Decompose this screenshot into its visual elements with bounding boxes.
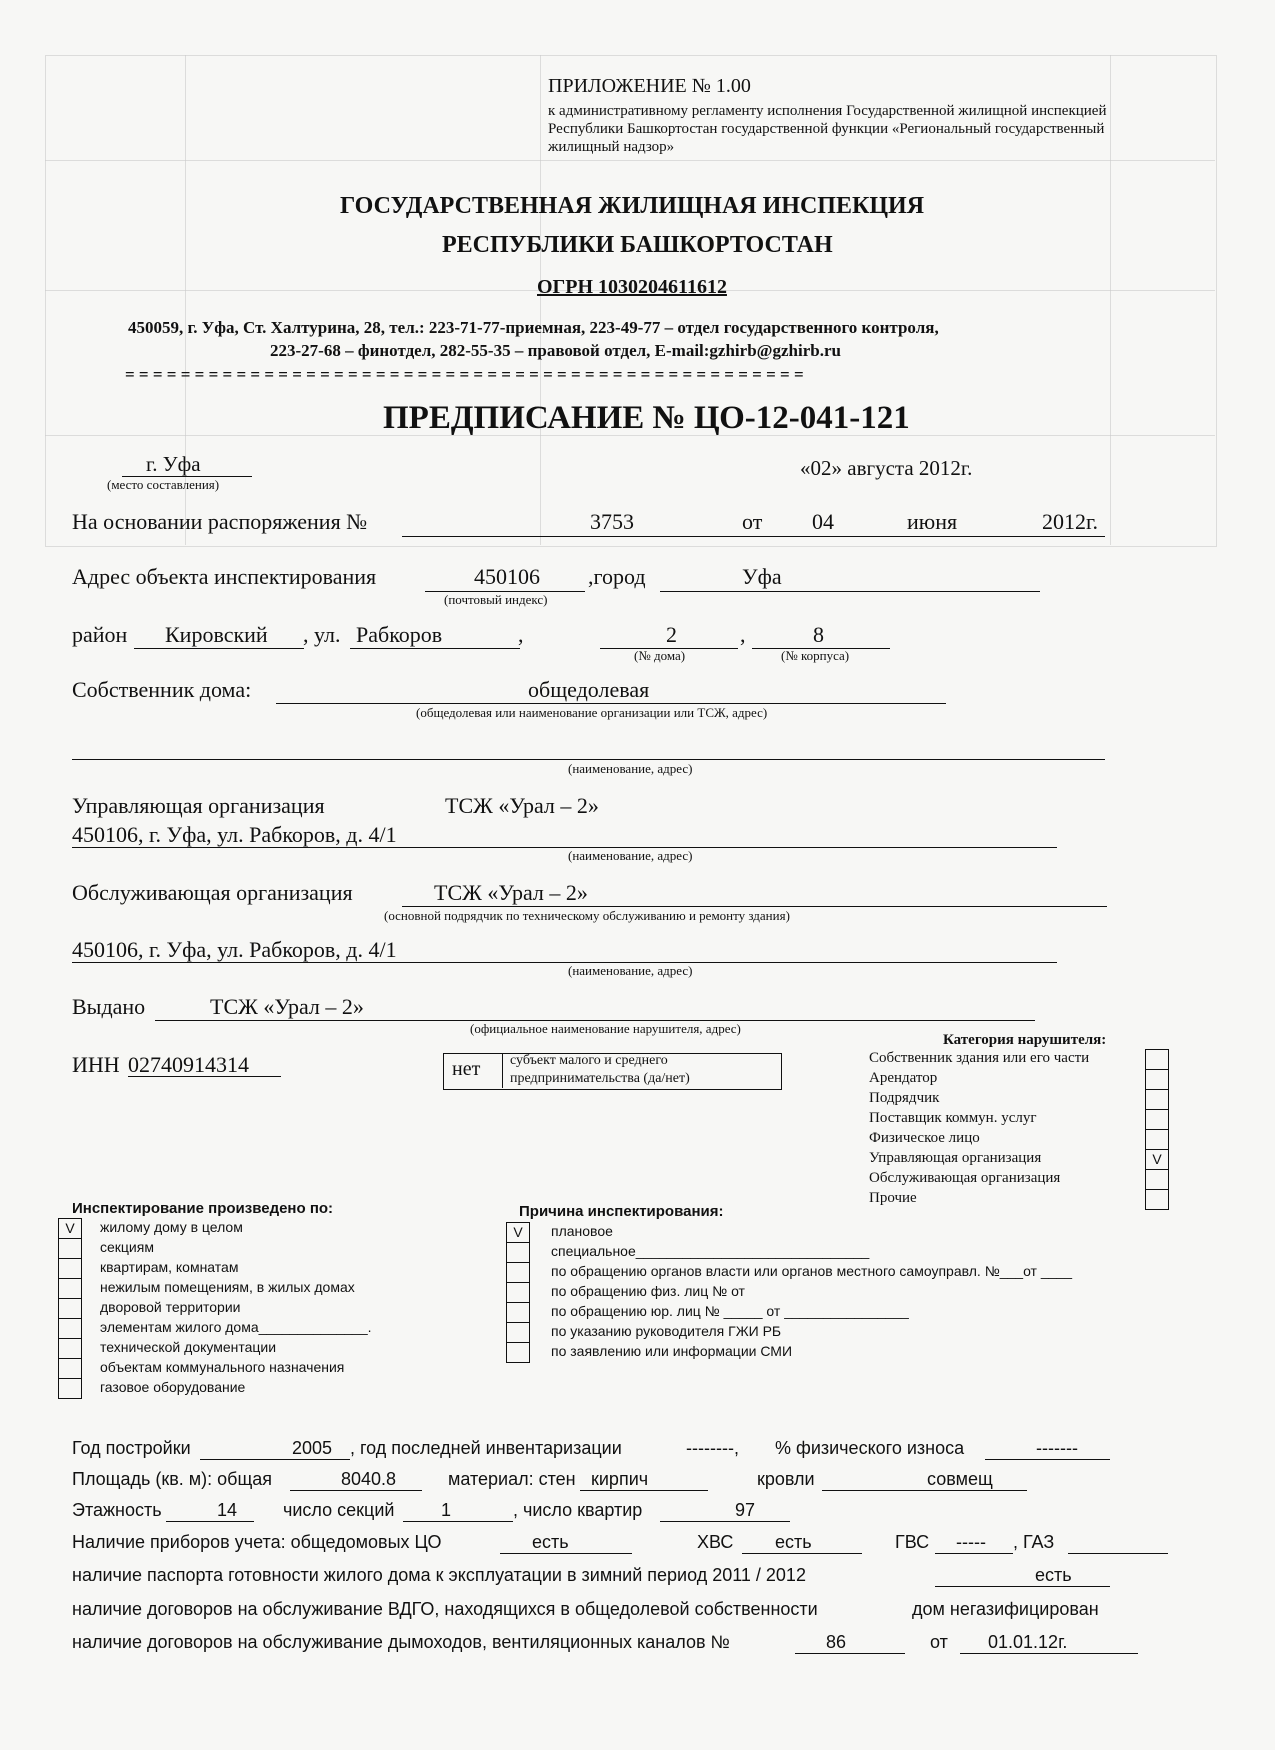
- area-underline: [290, 1490, 422, 1491]
- inspected-item-label: дворовой территории: [100, 1299, 241, 1315]
- address-index: 450106: [474, 564, 540, 589]
- reason-item-label: плановое: [551, 1223, 613, 1239]
- passport-value: есть: [1035, 1565, 1072, 1585]
- inspected-item-label: элементам жилого дома______________.: [100, 1319, 372, 1335]
- hvs-value: есть: [775, 1532, 812, 1552]
- roof-label: кровли: [757, 1469, 815, 1489]
- owner-caption: (общедолевая или наименование организации или ТСЖ, адрес): [416, 705, 768, 720]
- inspected-item-checkbox[interactable]: V: [58, 1218, 82, 1239]
- owner-label: Собственник дома:: [72, 677, 252, 702]
- apartments-label: , число квартир: [513, 1500, 643, 1520]
- reason-item-checkbox[interactable]: V: [506, 1222, 530, 1243]
- house-comma: ,: [740, 622, 746, 647]
- appendix-line-1: к административному регламенту исполнения Государственной жилищной инспекцией: [548, 103, 1107, 119]
- district-label: район: [72, 622, 128, 647]
- inspected-item-checkbox[interactable]: [58, 1358, 82, 1379]
- gas-label: , ГАЗ: [1013, 1532, 1055, 1552]
- violator-category-checkbox[interactable]: V: [1145, 1149, 1169, 1170]
- district-value: Кировский: [165, 622, 268, 647]
- place-value: г. Уфа: [146, 452, 201, 476]
- wall-underline: [580, 1490, 708, 1491]
- violator-category-checkbox[interactable]: [1145, 1109, 1169, 1130]
- address-city-label: ,город: [588, 564, 646, 589]
- area-label: Площадь (кв. м): общая: [72, 1469, 273, 1489]
- address-city: Уфа: [742, 564, 782, 589]
- area-value: 8040.8: [341, 1469, 397, 1489]
- management-underline: [72, 847, 1057, 848]
- reason-item-label: по обращению физ. лиц № от: [551, 1283, 745, 1299]
- meters-label: Наличие приборов учета: общедомовых ЦО: [72, 1532, 442, 1552]
- appendix-title: ПРИЛОЖЕНИЕ № 1.00: [548, 75, 751, 97]
- sme-value[interactable]: нет: [452, 1058, 481, 1080]
- vdgo-value: дом негазифицирован: [912, 1599, 1099, 1619]
- inn-value: 02740914314: [128, 1052, 249, 1077]
- inspected-item-label: газовое оборудование: [100, 1379, 246, 1395]
- inspected-item-checkbox[interactable]: [58, 1338, 82, 1359]
- floors-value: 14: [217, 1500, 238, 1520]
- wear-value: -------: [1036, 1438, 1078, 1458]
- org-ogrn: ОГРН 1030204611612: [537, 276, 727, 298]
- roof-value: совмещ: [927, 1469, 993, 1489]
- violator-category-checkbox[interactable]: [1145, 1169, 1169, 1190]
- management-caption: (наименование, адрес): [568, 848, 693, 863]
- basis-underline: [402, 536, 1105, 537]
- violator-category-checkbox[interactable]: [1145, 1129, 1169, 1150]
- reason-item-checkbox[interactable]: [506, 1302, 530, 1323]
- address-label: Адрес объекта инспектирования: [72, 564, 377, 589]
- violator-category-label: Управляющая организация: [869, 1150, 1042, 1166]
- sections-label: число секций: [283, 1500, 395, 1520]
- owner-line-2: [72, 759, 1105, 760]
- inventory-label: , год последней инвентаризации: [350, 1438, 622, 1458]
- owner-underline: [276, 703, 946, 704]
- basis-year: 2012г.: [1042, 509, 1099, 534]
- floors-underline: [166, 1521, 254, 1522]
- service-address-underline: [72, 962, 1057, 963]
- inspected-title: Инспектирование произведено по:: [72, 1200, 334, 1217]
- basis-from: от: [742, 509, 763, 534]
- inspected-item-checkbox[interactable]: [58, 1318, 82, 1339]
- management-label: Управляющая организация: [72, 793, 325, 818]
- sme-divider: [502, 1053, 503, 1088]
- violator-category-label: Собственник здания или его части: [869, 1050, 1090, 1066]
- org-address-line-2: 223-27-68 – финотдел, 282-55-35 – правовой отдел, E-mail:gzhirb@gzhirb.ru: [270, 341, 841, 360]
- inspected-item-label: жилому дому в целом: [100, 1219, 243, 1235]
- year-value: 2005: [292, 1438, 333, 1458]
- inspected-item-checkbox[interactable]: [58, 1238, 82, 1259]
- violator-category-checkbox[interactable]: [1145, 1089, 1169, 1110]
- basis-number: 3753: [590, 509, 634, 534]
- violator-category-checkbox[interactable]: [1145, 1189, 1169, 1210]
- wear-underline: [985, 1459, 1110, 1460]
- street-value: Рабкоров: [356, 622, 443, 647]
- appendix-line-2: Республики Башкортостан государственной функции «Региональный государственный: [548, 121, 1105, 137]
- reason-item-label: по заявлению или информации СМИ: [551, 1343, 793, 1359]
- chimney-number: 86: [826, 1632, 847, 1652]
- sections-underline: [403, 1521, 513, 1522]
- org-name-line-1: ГОСУДАРСТВЕННАЯ ЖИЛИЩНАЯ ИНСПЕКЦИЯ: [340, 193, 925, 219]
- service-caption: (основной подрядчик по техническому обслуживанию и ремонту здания): [384, 908, 790, 923]
- hvs-underline: [742, 1553, 862, 1554]
- org-address-line-1: 450059, г. Уфа, Ст. Халтурина, 28, тел.: 223-71-77-приемная, 223-49-77 – отдел государственного контроля,: [128, 318, 939, 337]
- gvs-underline: [935, 1553, 1013, 1554]
- inspected-item-label: секциям: [100, 1239, 154, 1255]
- reason-item-checkbox[interactable]: [506, 1322, 530, 1343]
- reason-title: Причина инспектирования:: [519, 1203, 724, 1220]
- reason-item-checkbox[interactable]: [506, 1262, 530, 1283]
- city-underline: [660, 591, 1040, 592]
- sections-value: 1: [441, 1500, 452, 1520]
- inspected-item-checkbox[interactable]: [58, 1378, 82, 1399]
- violator-category-label: Прочие: [869, 1190, 917, 1206]
- basis-day: 04: [812, 509, 834, 534]
- management-address: 450106, г. Уфа, ул. Рабкоров, д. 4/1: [72, 822, 397, 847]
- service-label: Обслуживающая организация: [72, 880, 353, 905]
- inn-label: ИНН: [72, 1052, 120, 1077]
- owner-caption-2: (наименование, адрес): [568, 761, 693, 776]
- service-underline: [402, 906, 1107, 907]
- gas-underline: [1068, 1553, 1168, 1554]
- wall-value: кирпич: [591, 1469, 649, 1489]
- floors-label: Этажность: [72, 1500, 162, 1520]
- service-address: 450106, г. Уфа, ул. Рабкоров, д. 4/1: [72, 937, 397, 962]
- document-title: ПРЕДПИСАНИЕ № ЦО-12-041-121: [383, 400, 910, 436]
- violator-category-label: Арендатор: [869, 1070, 938, 1086]
- reason-item-label: специальное______________________________: [551, 1243, 870, 1259]
- violator-category-checkbox[interactable]: [1145, 1049, 1169, 1070]
- document-date: «02» августа 2012г.: [800, 456, 973, 480]
- district-underline: [134, 648, 304, 649]
- reason-item-label: по указанию руководителя ГЖИ РБ: [551, 1323, 782, 1339]
- basis-month: июня: [907, 509, 958, 534]
- sme-label-1: субъект малого и среднего: [510, 1053, 668, 1068]
- house-value: 2: [666, 622, 677, 647]
- corpus-value: 8: [813, 622, 824, 647]
- passport-underline: [935, 1586, 1110, 1587]
- house-caption: (№ дома): [634, 648, 686, 663]
- street-underline: [350, 648, 520, 649]
- wall-label: материал: стен: [448, 1469, 576, 1489]
- org-separator: = = = = = = = = = = = = = = = = = = = = = = = = = = = = = = = = = = = = = = = = = = = = = = = = =: [125, 365, 804, 384]
- chimney-date-underline: [960, 1653, 1138, 1654]
- appendix-line-3: жилищный надзор»: [548, 139, 675, 155]
- service-caption-2: (наименование, адрес): [568, 963, 693, 978]
- inventory-value: --------,: [686, 1438, 739, 1458]
- reason-item-label: по обращению органов власти или органов местного самоуправл. №___от ____: [551, 1263, 1072, 1279]
- violator-category-label: Поставщик коммун. услуг: [869, 1110, 1037, 1126]
- issued-value: ТСЖ «Урал – 2»: [210, 994, 364, 1019]
- reason-item-label: по обращению юр. лиц № _____ от ________________: [551, 1303, 909, 1319]
- roof-underline: [822, 1490, 1027, 1491]
- address-index-caption: (почтовый индекс): [444, 592, 548, 607]
- sme-label-2: предпринимательства (да/нет): [510, 1071, 690, 1086]
- gvs-label: ГВС: [895, 1532, 930, 1552]
- inspected-item-checkbox[interactable]: [58, 1298, 82, 1319]
- wear-label: % физического износа: [775, 1438, 965, 1458]
- apartments-value: 97: [735, 1500, 756, 1520]
- co-value: есть: [532, 1532, 569, 1552]
- inspected-item-label: объектам коммунального назначения: [100, 1359, 345, 1375]
- issued-label: Выдано: [72, 994, 146, 1019]
- hvs-label: ХВС: [697, 1532, 734, 1552]
- chimney-label: наличие договоров на обслуживание дымоходов, вентиляционных каналов №: [72, 1632, 730, 1652]
- passport-label: наличие паспорта готовности жилого дома к эксплуатации в зимний период 2011 / 2012: [72, 1565, 806, 1585]
- year-underline: [200, 1459, 350, 1460]
- inspected-item-label: нежилым помещениям, в жилых домах: [100, 1279, 355, 1295]
- reason-item-checkbox[interactable]: [506, 1282, 530, 1303]
- street-label: , ул.: [303, 622, 341, 647]
- chimney-from: от: [930, 1632, 948, 1652]
- inspected-item-label: квартирам, комнатам: [100, 1259, 239, 1275]
- org-name-line-2: РЕСПУБЛИКИ БАШКОРТОСТАН: [442, 232, 833, 258]
- issued-caption: (официальное наименование нарушителя, адрес): [470, 1021, 741, 1036]
- street-comma: ,: [518, 622, 524, 647]
- inspected-item-checkbox[interactable]: [58, 1278, 82, 1299]
- year-label: Год постройки: [72, 1438, 191, 1458]
- place-caption: (место составления): [107, 477, 220, 492]
- inspected-item-checkbox[interactable]: [58, 1258, 82, 1279]
- reason-item-checkbox[interactable]: [506, 1342, 530, 1363]
- chimney-number-underline: [795, 1653, 905, 1654]
- vdgo-label: наличие договоров на обслуживание ВДГО, находящихся в общедолевой собственности: [72, 1599, 818, 1619]
- service-value: ТСЖ «Урал – 2»: [434, 880, 588, 905]
- co-underline: [500, 1553, 632, 1554]
- gvs-value: -----: [956, 1532, 986, 1552]
- management-value: ТСЖ «Урал – 2»: [445, 793, 599, 818]
- basis-label: На основании распоряжения №: [72, 509, 368, 534]
- violator-category-label: Физическое лицо: [869, 1130, 980, 1146]
- reason-item-checkbox[interactable]: [506, 1242, 530, 1263]
- chimney-date: 01.01.12г.: [988, 1632, 1068, 1652]
- corpus-caption: (№ корпуса): [781, 648, 850, 663]
- inspected-item-label: технической документации: [100, 1339, 277, 1355]
- violator-category-checkbox[interactable]: [1145, 1069, 1169, 1090]
- violator-category-label: Подрядчик: [869, 1090, 940, 1106]
- violator-title: Категория нарушителя:: [943, 1032, 1107, 1048]
- violator-category-label: Обслуживающая организация: [869, 1170, 1061, 1186]
- owner-value: общедолевая: [528, 677, 650, 702]
- apartments-underline: [660, 1521, 790, 1522]
